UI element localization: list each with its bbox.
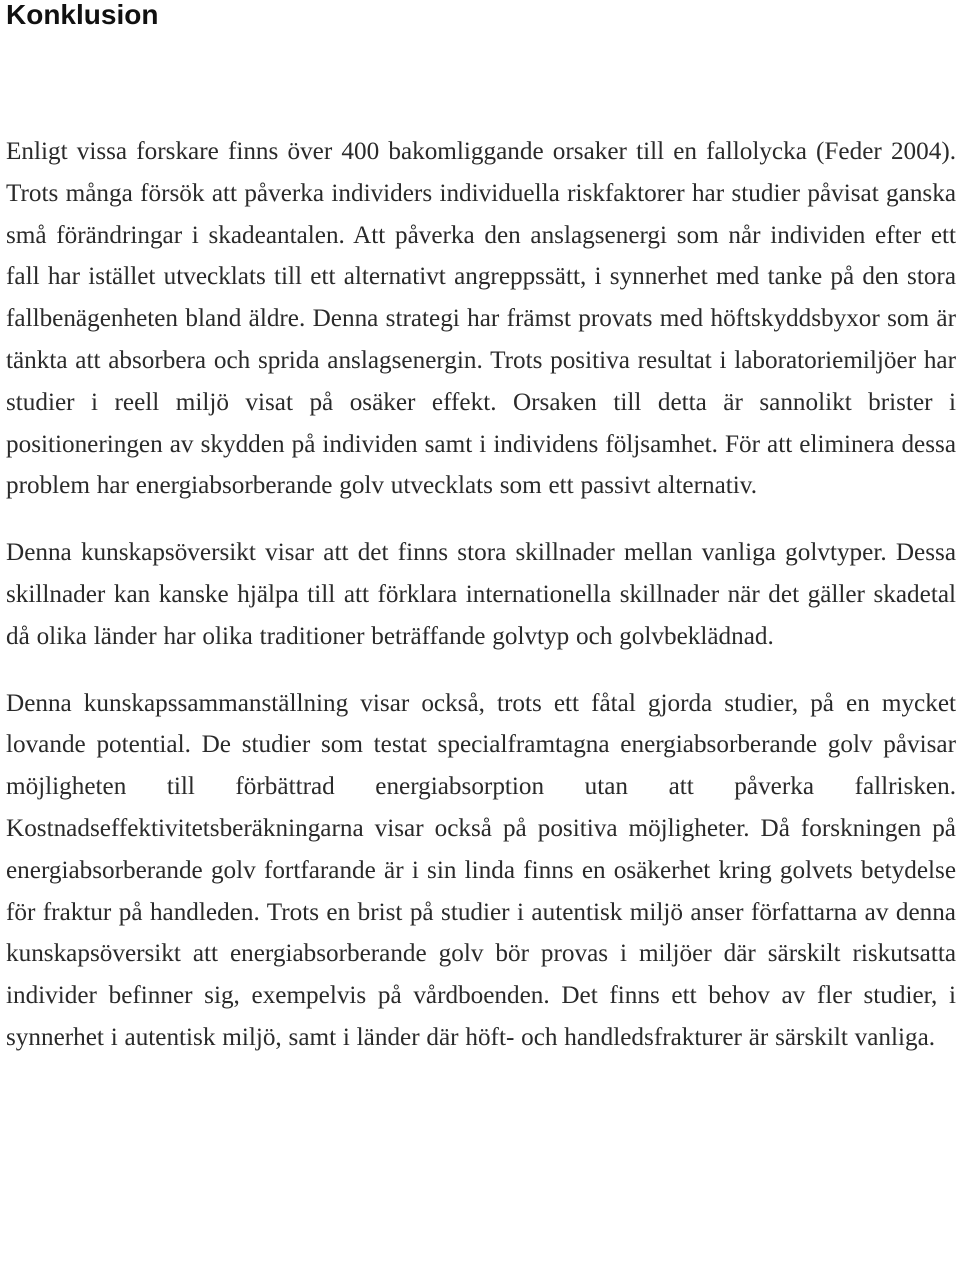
paragraph-intro: Enligt vissa forskare finns över 400 bakomliggande orsaker till en fallolycka (Feder 2004). Trots många försök att påverka individers individuella riskfaktorer har studier påvisat ganska små förändringar i skadeantalen. Att påverka den anslagsenergi som når individen efter ett fall har istället utvecklats till ett alternativt angreppssätt, i synnerhet med tanke på den stora fallbenägenheten bland äldre. Denna strategi har främst provats med höftskyddsbyxor som är tänkta att absorbera och sprida anslagsenergin. Trots positiva resultat i laboratoriemiljöer har studier i reell miljö visat på osäker effekt. Orsaken till detta är sannolikt brister i positioneringen av skydden på individen samt i individens följsamhet. För att eliminera dessa problem har energiabsorberande golv utvecklats som ett passivt alternativ.	[6, 138, 956, 500]
paragraph-potential: Denna kunskapssammanställning visar också, trots ett fåtal gjorda studier, på en mycket lovande potential. De studier som testat specialframtagna energiabsorberande golv påvisar möjligheten till förbättrad energiabsorption utan att påverka fallrisken. Kostnadseffektivitetsberäkningarna visar också på positiva möjligheter. Då forskningen på energiabsorberande golv fortfarande är i sin linda finns en osäkerhet kring golvets betydelse för fraktur på handleden. Trots en brist på studier i autentisk miljö anser författarna av denna kunskapsöversikt att energiabsorberande golv bör provas i miljöer där särskilt riskutsatta individer befinner sig, exempelvis på vårdboenden. Det finns ett behov av fler studier, i synnerhet i autentisk miljö, samt i länder där höft- och handledsfrakturer är särskilt vanliga.	[6, 689, 956, 1051]
paragraph-floor-types: Denna kunskapsöversikt visar att det finns stora skillnader mellan vanliga golvtyper. Dessa skillnader kan kanske hjälpa till att förklara internationella skillnader när det gäller skadetal då olika länder har olika traditioner beträffande golvtyp och golvbeklädnad.	[6, 539, 956, 650]
section-heading: Konklusion	[6, 0, 159, 30]
document-page	[6, 0, 956, 1059]
